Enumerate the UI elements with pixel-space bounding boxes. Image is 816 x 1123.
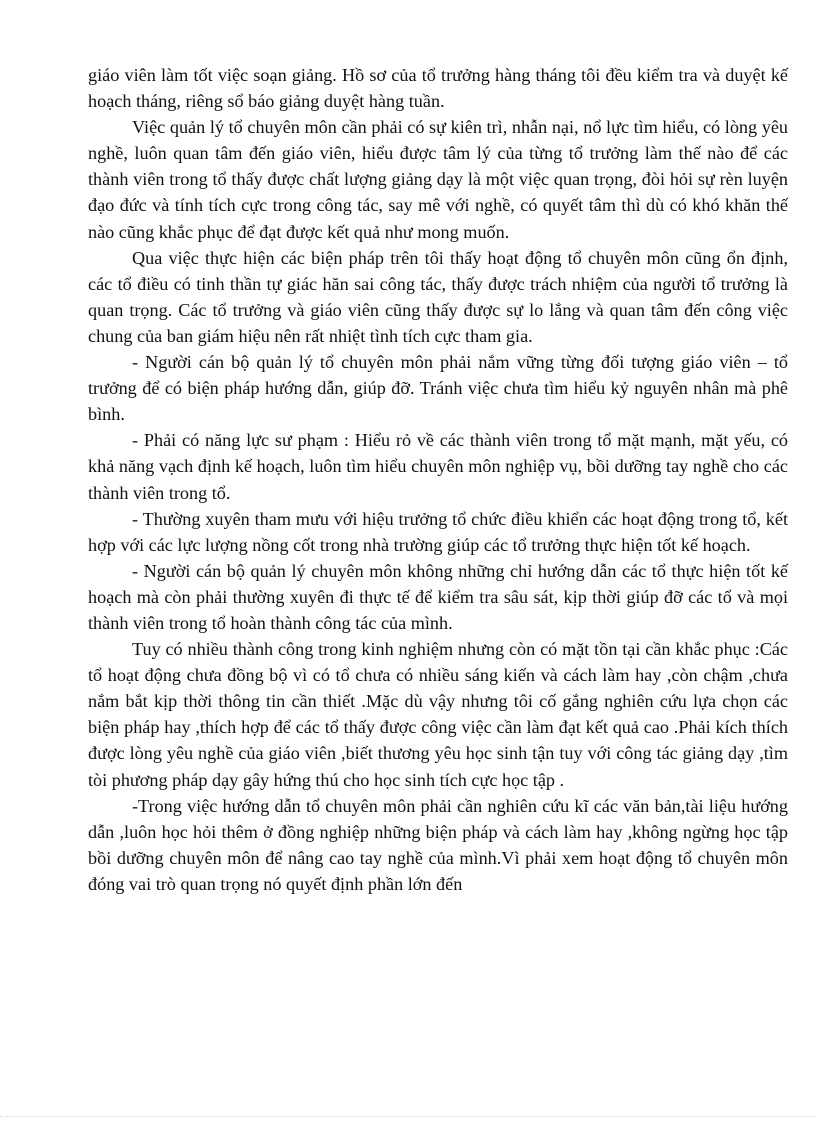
- document-page: [88, 62, 788, 897]
- paragraph-4: - Người cán bộ quản lý tổ chuyên môn phải nắm vững từng đối tượng giáo viên – tổ trưởng để có biện pháp hướng dẫn, giúp đỡ. Tránh việc chưa tìm hiểu kỷ nguyên nhân mà phê bình.: [88, 352, 788, 425]
- paragraph-8: Tuy có nhiều thành công trong kinh nghiệm nhưng còn có mặt tồn tại cần khắc phục :Các tổ hoạt động chưa đồng bộ vì có tổ chưa có nhiều sáng kiến và cách làm hay ,còn chậm ,chưa nắm bắt kịp thời thông tin cần thiết .Mặc dù vậy nhưng tôi cố gắng nghiên cứu lựa chọn các biện pháp hay ,thích hợp để các tổ thấy được công việc cần làm đạt kết quả cao .Phải kích thích được lòng yêu nghề của giáo viên ,biết thương yêu học sinh tận tuy với công tác giảng dạy ,tìm tòi phương pháp dạy gây hứng thú cho học sinh tích cực học tập .: [88, 639, 788, 790]
- paragraph-2: Việc quản lý tổ chuyên môn cần phải có sự kiên trì, nhẫn nại, nổ lực tìm hiểu, có lòng yêu nghề, luôn quan tâm đến giáo viên, hiểu được tâm lý của từng tổ trưởng làm thế nào để các thành viên trong tổ thấy được chất lượng giảng dạy là một việc quan trọng, đòi hỏi sự rèn luyện đạo đức và tính tích cực trong công tác, say mê với nghề, có quyết tâm thì dù có khó khăn thế nào cũng khắc phục để đạt được kết quả như mong muốn.: [88, 117, 788, 242]
- paragraph-3: Qua việc thực hiện các biện pháp trên tôi thấy hoạt động tổ chuyên môn cũng ổn định, các tổ điều có tinh thần tự giác hăn sai công tác, thấy được trách nhiệm của người tổ trưởng là quan trọng. Các tổ trưởng và giáo viên cũng thấy được sự lo lắng và quan tâm đến công việc chung của ban giám hiệu nên rất nhiệt tình tích cực tham gia.: [88, 247, 788, 346]
- paragraph-9: -Trong việc hướng dẫn tổ chuyên môn phải cần nghiên cứu kĩ các văn bản,tài liệu hướng dẫn ,luôn học hỏi thêm ở đồng nghiệp những biện pháp và cách làm hay ,không ngừng học tập bồi dưỡng chuyên môn để nâng cao tay nghề của mình.Vì phải xem hoạt động tổ chuyên môn đóng vai trò quan trọng nó quyết định phần lớn đến: [88, 795, 788, 894]
- paragraph-5: - Phải có năng lực sư phạm : Hiểu rỏ về các thành viên trong tổ mặt mạnh, mặt yếu, có khả năng vạch định kế hoạch, luôn tìm hiểu chuyên môn nghiệp vụ, bồi dưỡng tay nghề cho các thành viên trong tổ.: [88, 430, 788, 503]
- page-bottom-divider: [0, 1116, 816, 1117]
- paragraph-7: - Người cán bộ quản lý chuyên môn không những chỉ hướng dẫn các tổ thực hiện tốt kế hoạch mà còn phải thường xuyên đi thực tế để kiểm tra sâu sát, kịp thời giúp đỡ các tổ và mọi thành viên trong tổ hoàn thành công tác của mình.: [88, 560, 788, 633]
- paragraph-6: - Thường xuyên tham mưu với hiệu trưởng tổ chức điều khiển các hoạt động trong tổ, kết hợp với các lực lượng nồng cốt trong nhà trường giúp các tổ trưởng thực hiện tốt kế hoạch.: [88, 508, 788, 555]
- paragraph-1: giáo viên làm tốt việc soạn giảng. Hồ sơ của tổ trưởng hàng tháng tôi đều kiểm tra và duyệt kế hoạch tháng, riêng sổ báo giảng duyệt hàng tuần.: [88, 65, 788, 112]
